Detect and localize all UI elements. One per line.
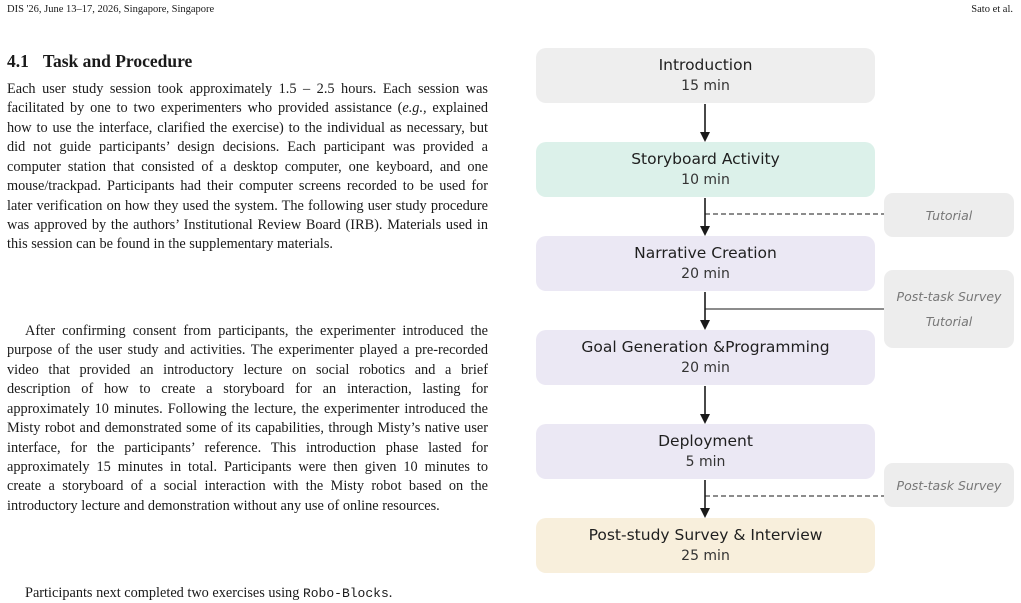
side-note-tutorial (884, 193, 1014, 237)
running-head-right: Sato et al. (971, 4, 1013, 15)
side-note-text: Tutorial (925, 207, 973, 223)
side-note-text: Post-task Survey (896, 477, 1002, 493)
step-deployment (536, 424, 875, 479)
section-number: 4.1 (7, 51, 29, 71)
step-duration: 20 min (681, 266, 730, 282)
step-title: Goal Generation &Programming (581, 338, 830, 356)
running-head-left: DIS '26, June 13–17, 2026, Singapore, Singapore (7, 4, 215, 15)
section-title: Task and Procedure (42, 51, 193, 71)
side-note-survey (884, 463, 1014, 507)
paragraph-1: Each user study session took approximately 1.5 – 2.5 hours. Each session was facilitated by one to two experimenters who provided assistance (e.g., explained how to use the interface, clarified the exercise) to the individual as necessary, but did not guide participants’ design decisions. Each participant was provided a computer station that consisted of a desktop computer, one keyboard, and one mouse/trackpad. Participants had their computer screens recorded to be used for later verification on how they used the system. The following user study procedure was approved by the authors’ Institutional Review Board (IRB). Materials used in this session can be found in the supplementary materials. (7, 81, 488, 253)
step-duration: 15 min (681, 78, 730, 94)
paragraph-3-prefix: Participants next completed two exercises using (25, 585, 303, 601)
step-duration: 10 min (681, 172, 730, 188)
step-duration: 5 min (685, 454, 726, 470)
step-storyboard-activity (536, 142, 875, 197)
step-narrative-creation (536, 236, 875, 291)
paragraph-3 (7, 584, 488, 603)
paragraph-3-suffix: . (388, 585, 393, 601)
code-robo-blocks: Robo-Blocks (302, 586, 389, 601)
side-note-survey-tutorial (884, 270, 1014, 348)
step-title: Storyboard Activity (631, 150, 780, 168)
step-goal-generation-programming (536, 330, 875, 385)
step-duration: 20 min (681, 360, 730, 376)
paragraph-2: After confirming consent from participants, the experimenter introduced the purpose of the user study and activities. The experimenter played a pre-recorded video that provided an introductory lecture on social robotics and a brief description of how to create a storyboard for an interaction, lasting for approximately 10 minutes. Following the lecture, the experimenter introduced the Misty robot and demonstrated some of its capabilities, through Misty’s native user interface, for the participants’ reference. This introduction phase lasted for approximately 15 minutes in total. Participants were then given 10 minutes to create a storyboard of a social interaction with the Misty robot based on the introductory lecture and demonstration without any use of online resources. (7, 323, 488, 514)
side-note-text: Tutorial (925, 314, 973, 329)
side-note-text: Post-task Survey (896, 289, 1002, 304)
abbrev-eg: e.g., (402, 100, 427, 117)
step-title: Post-study Survey & Interview (588, 526, 823, 544)
step-post-study-survey-interview (536, 518, 875, 573)
step-title: Introduction (658, 56, 753, 74)
step-title: Narrative Creation (634, 244, 777, 262)
section-heading (7, 51, 192, 72)
step-duration: 25 min (681, 548, 730, 564)
step-title: Deployment (658, 432, 753, 450)
step-introduction (536, 48, 875, 103)
